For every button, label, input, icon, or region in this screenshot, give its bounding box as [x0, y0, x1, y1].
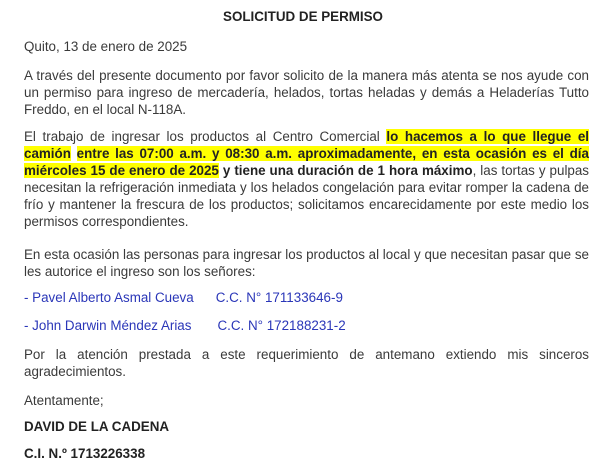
date-line: Quito, 13 de enero de 2025 [24, 39, 188, 54]
paragraph-schedule [24, 128, 589, 230]
person-name: - Pavel Alberto Asmal Cueva [24, 290, 194, 305]
schedule-text-rest: , las tortas y pulpas necesitan la refrigeración inmediata y los helados congelación para evitar romper la cadena de frío y mantener la frescura de los productos; solicitamos encarecidamente por este medio los permisos correspondientes. [24, 163, 590, 229]
schedule-text-space [71, 146, 77, 161]
schedule-text-intro: El trabajo de ingresar los productos al Centro Comercial [24, 129, 387, 144]
schedule-highlight-arrival: lo hacemos a lo que llegue el camión [24, 129, 589, 161]
person-id: C.C. N° 172188231-2 [217, 318, 346, 333]
sign-off: Atentamente; [24, 393, 104, 408]
document-title: SOLICITUD DE PERMISO [223, 9, 383, 24]
person-name: - John Darwin Méndez Arias [24, 318, 192, 333]
paragraph-closing: Por la atención prestada a este requerimiento de antemano extiendo mis sinceros agradecimientos. [24, 347, 589, 379]
signer-name: DAVID DE LA CADENA [24, 419, 170, 434]
schedule-duration: y tiene una duración de 1 hora máximo [218, 163, 473, 178]
signer-id: C.I. N.º 1713226338 [24, 446, 146, 461]
person-entry-2 [24, 318, 346, 333]
schedule-highlight-time: entre las 07:00 a.m. y 08:30 a.m. aproximadamente, en esta ocasión es el día miércoles 15 de enero de 2025 [24, 146, 589, 178]
person-id: C.C. N° 171133646-9 [215, 290, 343, 305]
paragraph-request: A través del presente documento por favor solicito de la manera más atenta se nos ayude con un permiso para ingreso de mercadería, helados, tortas heladas y demás a Heladerías Tutto Freddo, en el local N-118A. [24, 68, 589, 117]
person-entry-1 [24, 290, 343, 305]
paragraph-authorization: En esta ocasión las personas para ingresar los productos al local y que necesitan pasar que se les autorice el ingreso son los señores: [24, 247, 589, 279]
